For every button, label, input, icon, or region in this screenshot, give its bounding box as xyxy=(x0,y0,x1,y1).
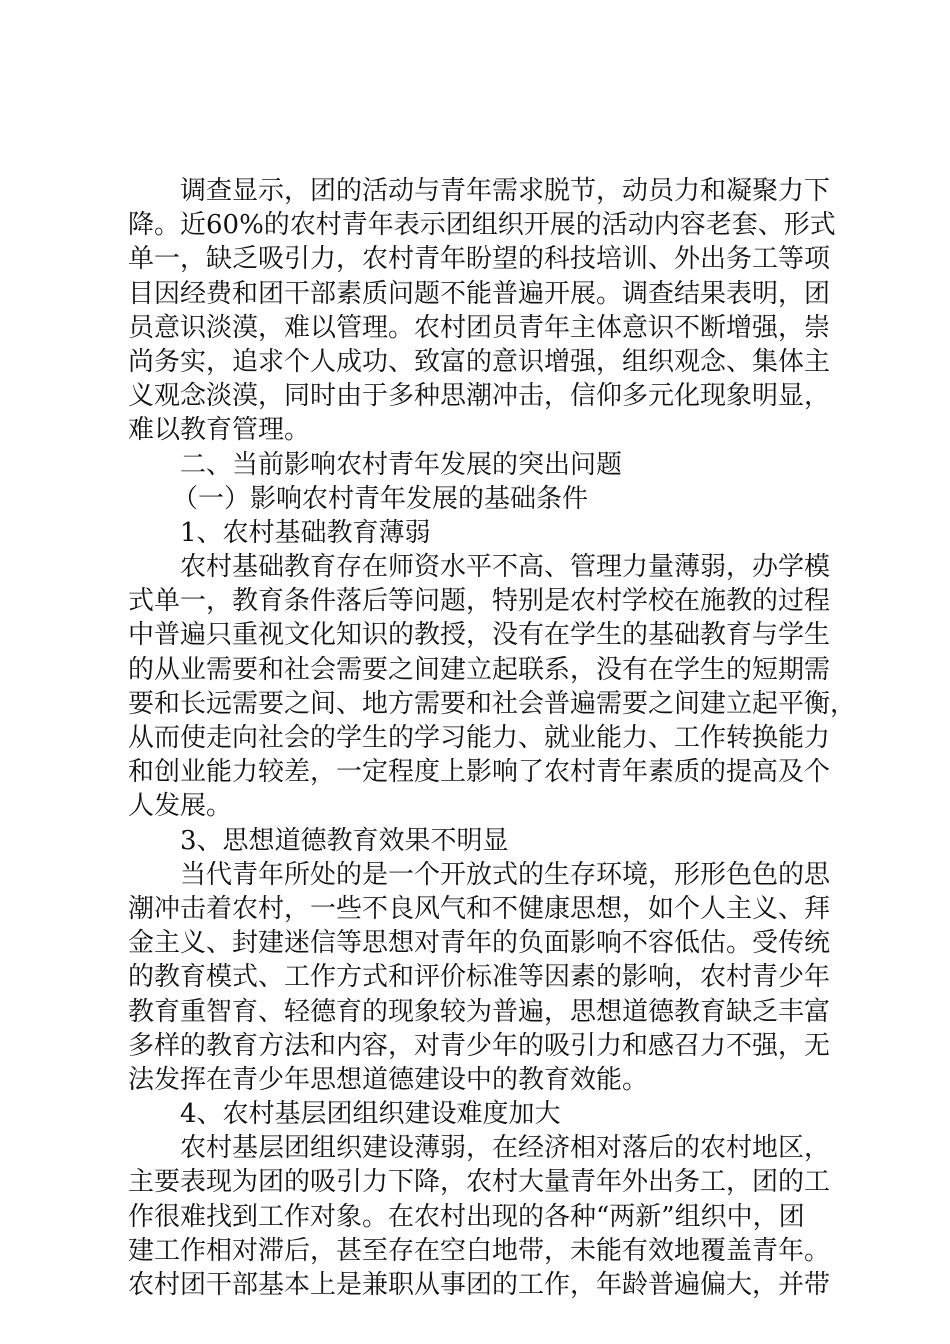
paragraph-line: 式单一，教育条件落后等问题，特别是农村学校在施教的过程 xyxy=(128,586,831,617)
paragraph-line: 金主义、封建迷信等思想对青年的负面影响不容低估。受传统 xyxy=(128,928,831,959)
paragraph-line: 多样的教育方法和内容，对青少年的吸引力和感召力不强，无 xyxy=(128,1030,831,1061)
subsection-heading: （一）影响农村青年发展的基础条件 xyxy=(172,483,589,514)
paragraph-line: 当代青年所处的是一个开放式的生存环境，形形色色的思 xyxy=(180,859,831,890)
item-heading: 1、农村基础教育薄弱 xyxy=(180,517,431,548)
paragraph-line: 作很难找到工作对象。在农村出现的各种“两新”组织中，团 xyxy=(128,1201,805,1232)
paragraph-line: 农村基层团组织建设薄弱，在经济相对落后的农村地区， xyxy=(180,1133,831,1164)
document-body xyxy=(128,174,857,1302)
paragraph-line: 农村团干部基本上是兼职从事团的工作，年龄普遍偏大，并带 xyxy=(128,1270,831,1300)
paragraph-line: 调查显示，团的活动与青年需求脱节，动员力和凝聚力下 xyxy=(180,176,831,206)
paragraph-line: 义观念淡漠，同时由于多种思潮冲击，信仰多元化现象明显， xyxy=(128,381,831,412)
paragraph-line: 单一，缺乏吸引力，农村青年盼望的科技培训、外出务工等项 xyxy=(128,244,831,275)
paragraph-line: 教育重智育、轻德育的现象较为普遍，思想道德教育缺乏丰富 xyxy=(128,996,831,1027)
item-heading: 4、农村基层团组织建设难度加大 xyxy=(180,1099,561,1130)
paragraph-line: 员意识淡漠，难以管理。农村团员青年主体意识不断增强，崇 xyxy=(128,312,831,343)
section-heading: 二、当前影响农村青年发展的突出问题 xyxy=(180,449,623,480)
paragraph-line: 难以教育管理。 xyxy=(128,415,311,446)
paragraph-line: 和创业能力较差，一定程度上影响了农村青年素质的提高及个 xyxy=(128,757,831,788)
paragraph-line: 人发展。 xyxy=(128,791,233,822)
paragraph-line: 主要表现为团的吸引力下降，农村大量青年外出务工，团的工 xyxy=(128,1167,831,1198)
paragraph-line: 潮冲击着农村，一些不良风气和不健康思想，如个人主义、拜 xyxy=(128,893,831,924)
paragraph-line: 的从业需要和社会需要之间建立起联系，没有在学生的短期需 xyxy=(128,654,831,685)
paragraph-line: 法发挥在青少年思想道德建设中的教育效能。 xyxy=(128,1064,649,1095)
paragraph-line: 中普遍只重视文化知识的教授，没有在学生的基础教育与学生 xyxy=(128,620,831,651)
paragraph-line: 尚务实，追求个人成功、致富的意识增强，组织观念、集体主 xyxy=(128,346,831,377)
paragraph-line: 目因经费和团干部素质问题不能普遍开展。调查结果表明，团 xyxy=(128,278,831,309)
paragraph-line: 要和长远需要之间、地方需要和社会普遍需要之间建立起平衡， xyxy=(128,688,857,719)
paragraph-line: 降。近60%的农村青年表示团组织开展的活动内容老套、形式 xyxy=(128,210,836,241)
paragraph-line: 建工作相对滞后，甚至存在空白地带，未能有效地覆盖青年。 xyxy=(128,1235,831,1266)
paragraph-line: 从而使走向社会的学生的学习能力、就业能力、工作转换能力 xyxy=(128,723,831,753)
paragraph-line: 的教育模式、工作方式和评价标准等因素的影响，农村青少年 xyxy=(128,962,831,993)
item-heading: 3、思想道德教育效果不明显 xyxy=(180,825,509,856)
paragraph-line: 农村基础教育存在师资水平不高、管理力量薄弱，办学模 xyxy=(180,552,831,583)
